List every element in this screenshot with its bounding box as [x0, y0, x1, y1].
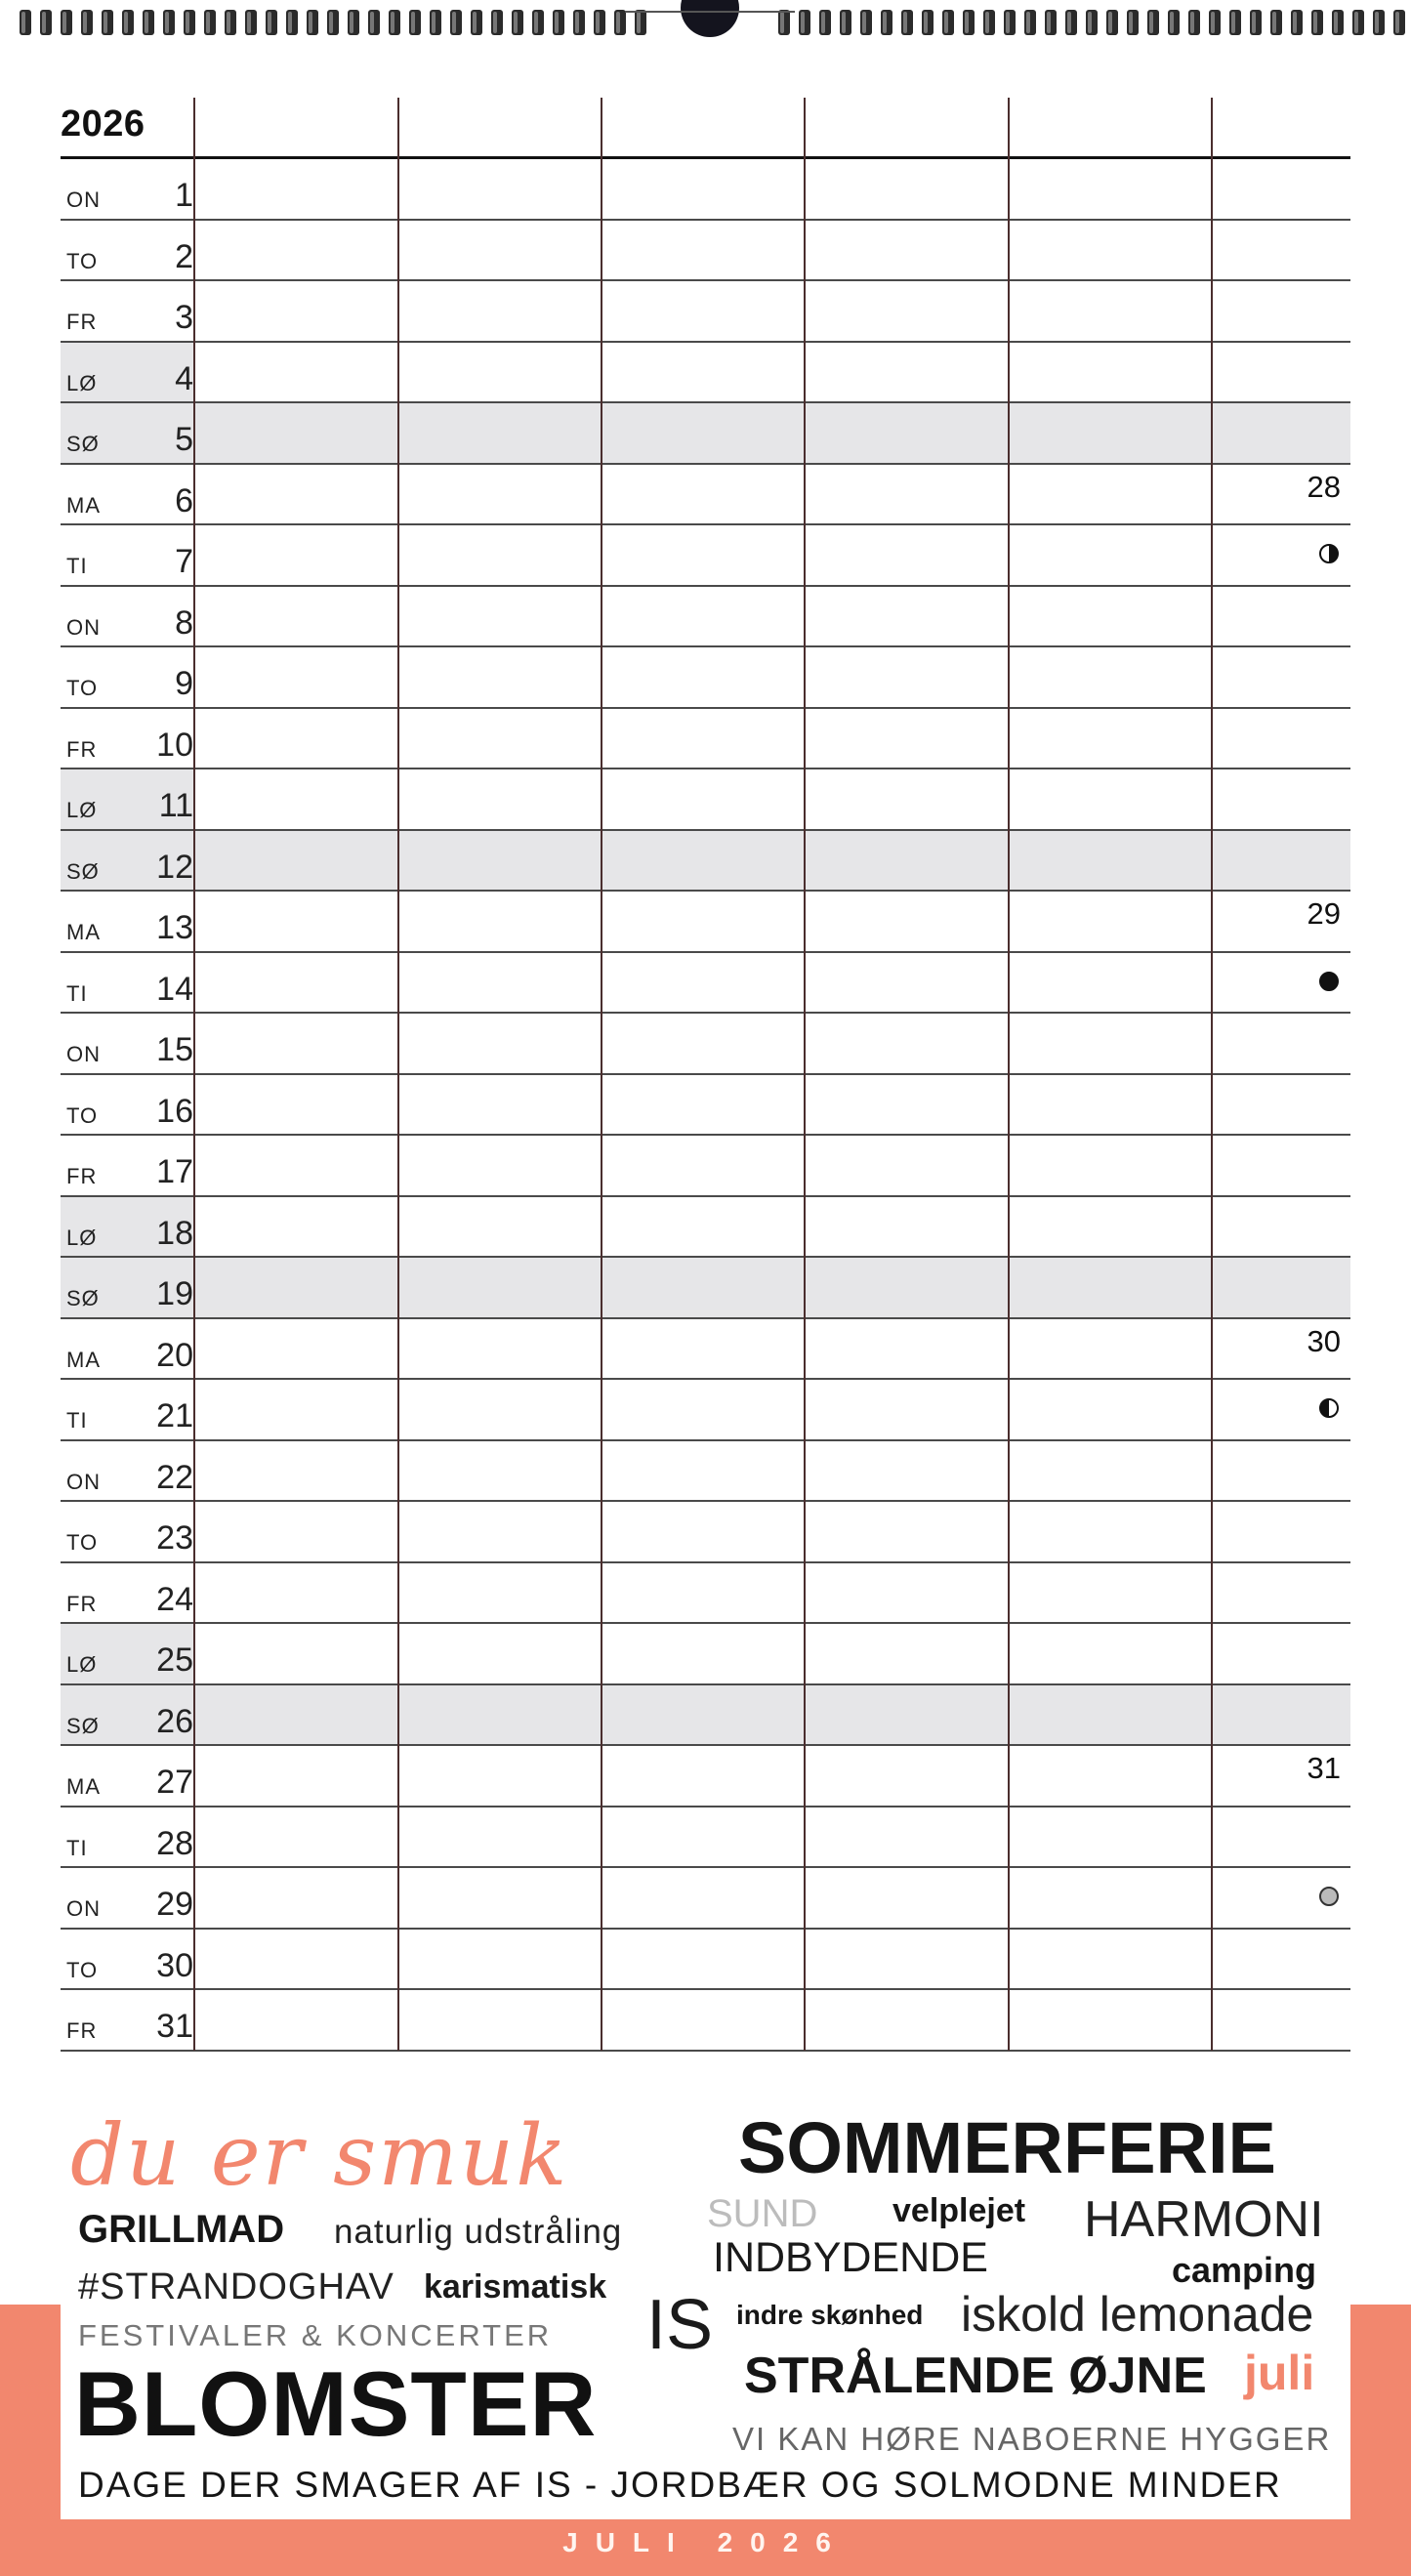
- row-rule: [61, 1134, 1350, 1136]
- day-row: [61, 891, 1350, 951]
- row-rule: [61, 1866, 1350, 1868]
- word-indbydende: INDBYDENDE: [713, 2234, 988, 2281]
- weekday-label: TO: [66, 1530, 99, 1555]
- day-row: [61, 1257, 1350, 1317]
- day-row: [61, 1562, 1350, 1623]
- day-number: 8: [175, 603, 193, 642]
- day-row: [61, 280, 1350, 341]
- day-number: 4: [175, 359, 193, 397]
- weekday-label: TI: [66, 1408, 88, 1433]
- row-rule: [61, 463, 1350, 465]
- row-rule: [61, 1744, 1350, 1746]
- day-number: 9: [175, 665, 193, 702]
- weekday-label: MA: [66, 1774, 101, 1799]
- weekday-label: MA: [66, 1347, 101, 1372]
- word-du-er-smuk: du er smuk: [70, 2107, 569, 2205]
- day-number: 20: [156, 1336, 193, 1374]
- weekday-label: TO: [66, 1102, 99, 1128]
- day-row: [61, 1440, 1350, 1501]
- row-rule: [61, 1317, 1350, 1319]
- word-harmoni: HARMONI: [1084, 2191, 1324, 2248]
- word-velplejet: velplejet: [892, 2192, 1026, 2229]
- row-rule: [61, 279, 1350, 281]
- weekday-label: LØ: [66, 1225, 98, 1250]
- row-rule: [61, 1378, 1350, 1380]
- day-number: 31: [156, 2008, 193, 2045]
- day-number: 26: [156, 1702, 193, 1740]
- day-number: 7: [175, 543, 193, 580]
- day-number: 17: [156, 1153, 193, 1190]
- day-number: 2: [175, 237, 193, 275]
- day-number: 1: [175, 177, 193, 214]
- day-row: [61, 830, 1350, 891]
- day-row: [61, 646, 1350, 707]
- weekday-label: SØ: [66, 1713, 100, 1738]
- row-rule: [61, 1256, 1350, 1258]
- word-dage-der-smager-af-is: DAGE DER SMAGER AF IS - JORDBÆR OG SOLMODNE MINDER: [78, 2465, 1282, 2505]
- weekday-label: FR: [66, 1591, 98, 1616]
- week-number: 28: [1307, 469, 1341, 504]
- weekday-label: ON: [66, 1896, 101, 1921]
- weekday-label: TO: [66, 248, 99, 273]
- weekday-label: LØ: [66, 798, 98, 822]
- word-strandoghav: #STRANDOGHAV: [78, 2266, 394, 2307]
- day-number: 24: [156, 1580, 193, 1618]
- word-camping: camping: [1172, 2250, 1317, 2290]
- row-rule: [61, 1439, 1350, 1441]
- row-rule: [61, 1561, 1350, 1563]
- word-naturlig-udstraaling: naturlig udstråling: [334, 2213, 623, 2251]
- word-indre-skoenhed: indre skønhed: [736, 2300, 924, 2330]
- moon-phase-icon: [1319, 1887, 1339, 1906]
- weekday-label: ON: [66, 614, 101, 640]
- calendar-grid: [61, 98, 1350, 2058]
- weekday-label: MA: [66, 920, 101, 944]
- word-vi-kan-hoere-naboerne-hygger: VI KAN HØRE NABOERNE HYGGER: [732, 2421, 1332, 2457]
- word-sund: SUND: [707, 2192, 818, 2235]
- column-rule: [601, 98, 602, 2051]
- word-blomster: BLOMSTER: [74, 2352, 598, 2455]
- row-rule: [61, 585, 1350, 587]
- day-row: [61, 1807, 1350, 1867]
- row-rule: [61, 1806, 1350, 1807]
- day-row: [61, 220, 1350, 280]
- word-karismatisk: karismatisk: [424, 2268, 607, 2306]
- word-sommerferie: SOMMERFERIE: [738, 2107, 1276, 2188]
- day-row: [61, 1867, 1350, 1928]
- day-number: 16: [156, 1092, 193, 1130]
- row-rule: [61, 341, 1350, 343]
- row-rule: [61, 523, 1350, 525]
- column-rule: [1211, 98, 1213, 2051]
- row-rule: [61, 768, 1350, 769]
- week-number: 30: [1307, 1323, 1341, 1358]
- weekday-label: TI: [66, 980, 88, 1006]
- day-row: [61, 1501, 1350, 1561]
- weekday-label: FR: [66, 1164, 98, 1188]
- day-row: [61, 1196, 1350, 1257]
- day-row: [61, 402, 1350, 463]
- day-number: 29: [156, 1886, 193, 1923]
- day-row: [61, 1318, 1350, 1379]
- weekday-label: TI: [66, 1835, 88, 1860]
- row-rule: [61, 1073, 1350, 1075]
- day-number: 12: [156, 848, 193, 886]
- weekday-label: TO: [66, 1957, 99, 1982]
- word-festivaler-koncerter: FESTIVALER & KONCERTER: [78, 2318, 553, 2352]
- weekday-label: MA: [66, 492, 101, 518]
- day-number: 30: [156, 1946, 193, 1984]
- day-row: [61, 158, 1350, 219]
- row-rule: [61, 1500, 1350, 1502]
- day-row: [61, 586, 1350, 646]
- weekday-label: SØ: [66, 432, 100, 456]
- weekday-label: FR: [66, 736, 98, 762]
- header-rule: [61, 156, 1350, 159]
- day-number: 5: [175, 421, 193, 458]
- weekday-label: FR: [66, 310, 98, 334]
- day-number: 11: [158, 787, 193, 824]
- day-row: [61, 1135, 1350, 1195]
- row-rule: [61, 1683, 1350, 1685]
- day-row: [61, 342, 1350, 402]
- day-number: 3: [175, 299, 193, 336]
- row-rule: [61, 1012, 1350, 1014]
- weekday-label: ON: [66, 1469, 101, 1494]
- weekday-label: SØ: [66, 1286, 100, 1310]
- row-rule: [61, 1622, 1350, 1624]
- day-row: [61, 1379, 1350, 1439]
- row-rule: [61, 645, 1350, 647]
- day-row: [61, 769, 1350, 829]
- word-juli: juli: [1244, 2346, 1315, 2400]
- word-grillmad: GRILLMAD: [78, 2208, 285, 2251]
- row-rule: [61, 219, 1350, 221]
- day-number: 23: [156, 1519, 193, 1557]
- moon-phase-icon: [1319, 544, 1339, 563]
- day-row: [61, 1989, 1350, 2050]
- day-row: [61, 1013, 1350, 1073]
- day-number: 18: [156, 1214, 193, 1252]
- row-rule: [61, 1928, 1350, 1930]
- moon-phase-icon: [1319, 1398, 1339, 1418]
- weekday-label: ON: [66, 1042, 101, 1066]
- word-cloud: [61, 2085, 1350, 2519]
- word-is: IS: [646, 2286, 714, 2364]
- day-number: 22: [156, 1458, 193, 1496]
- day-row: [61, 1929, 1350, 1989]
- day-number: 15: [156, 1031, 193, 1068]
- day-number: 6: [175, 481, 193, 519]
- word-straalende-oejne: STRÅLENDE ØJNE: [744, 2347, 1207, 2404]
- day-row: [61, 1684, 1350, 1745]
- day-row: [61, 464, 1350, 524]
- day-row: [61, 1623, 1350, 1683]
- word-iskold-lemonade: iskold lemonade: [961, 2287, 1314, 2342]
- weekday-label: SØ: [66, 858, 100, 884]
- row-rule: [61, 890, 1350, 892]
- day-row: [61, 952, 1350, 1013]
- weekday-label: ON: [66, 187, 101, 212]
- column-rule: [1008, 98, 1010, 2051]
- day-number: 28: [156, 1824, 193, 1862]
- row-rule: [61, 951, 1350, 953]
- row-rule: [61, 1195, 1350, 1197]
- day-number: 25: [156, 1641, 193, 1679]
- weekday-label: LØ: [66, 370, 98, 395]
- moon-phase-icon: [1319, 972, 1339, 991]
- spiral-binding: [0, 0, 1411, 43]
- column-rule: [397, 98, 399, 2051]
- day-row: [61, 1745, 1350, 1806]
- weekday-label: FR: [66, 2018, 98, 2043]
- day-row: [61, 1074, 1350, 1135]
- day-number: 27: [156, 1764, 193, 1801]
- day-row: [61, 708, 1350, 769]
- row-rule: [61, 2050, 1350, 2052]
- year-label: 2026: [61, 104, 145, 145]
- row-rule: [61, 829, 1350, 831]
- row-rule: [61, 1988, 1350, 1990]
- month-footer: JULI 2026: [562, 2527, 849, 2557]
- day-number: 10: [156, 726, 193, 764]
- weekday-label: LØ: [66, 1652, 98, 1677]
- week-number: 31: [1307, 1751, 1341, 1785]
- day-number: 13: [156, 909, 193, 946]
- row-rule: [61, 707, 1350, 709]
- weekday-label: TI: [66, 554, 88, 578]
- day-number: 14: [156, 970, 193, 1008]
- day-number: 19: [156, 1275, 193, 1312]
- day-row: [61, 524, 1350, 585]
- week-number: 29: [1307, 896, 1341, 931]
- column-rule: [193, 98, 195, 2051]
- weekday-label: TO: [66, 676, 99, 700]
- day-number: 21: [156, 1397, 193, 1434]
- column-rule: [804, 98, 806, 2051]
- row-rule: [61, 401, 1350, 403]
